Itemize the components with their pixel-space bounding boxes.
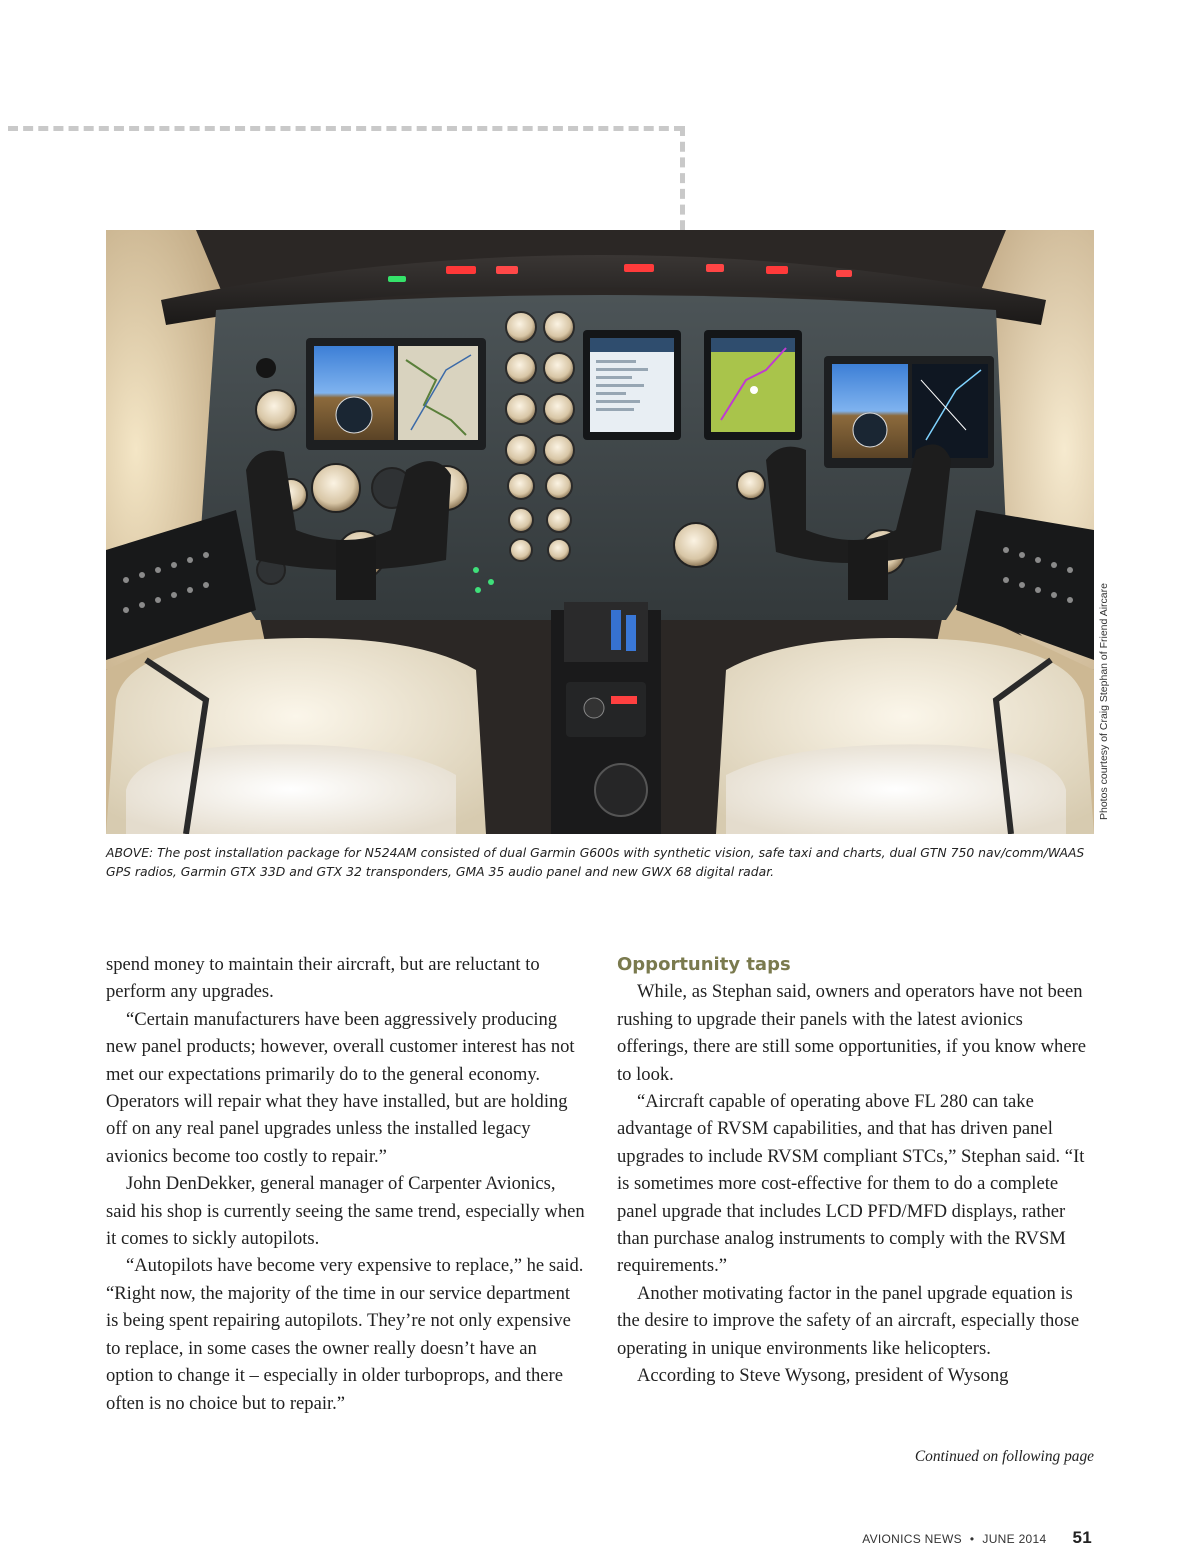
right-paragraph-3: Another motivating factor in the panel upgrade equation is the desire to improve the safety of an aircraft, especially those operating in unique environments like helicopters. (617, 1282, 1080, 1359)
page-number: 51 (1072, 1528, 1092, 1547)
page-footer (862, 1528, 1092, 1548)
right-column (617, 951, 1095, 1390)
left-paragraph-3: John DenDekker, general manager of Carpenter Avionics, said his shop is currently seeing the same trend, especially when it comes to sickly autopilots. (106, 1173, 585, 1250)
continued-note: Continued on following page (914, 1448, 1094, 1465)
cockpit-photo (106, 230, 1094, 834)
photo-credit: Photos courtesy of Craig Stephan of Friend Aircare (1098, 583, 1110, 820)
right-paragraph-2: “Aircraft capable of operating above FL 280 can take advantage of RVSM capabilities, and that has driven panel upgrades to include RVSM compliant STCs,” Stephan said. “It is sometimes more cost-effective for them to do a complete panel upgrade that includes LCD PFD/MFD displays, rather than purchase analog instruments to comply with the RVSM requirements.” (617, 1091, 1085, 1277)
left-paragraph-4: “Autopilots have become very expensive to replace,” he said. “Right now, the majority of the time in our service department is being spent repairing autopilots. They’re not only expensive to replace, in some cases the owner really doesn’t have an option to change it – especially in older turboprops, and there often is no choice but to repair.” (106, 1255, 584, 1414)
left-paragraph-1: spend money to maintain their aircraft, but are reluctant to perform any upgrades. (106, 954, 540, 1003)
left-paragraph-2: “Certain manufacturers have been aggressively producing new panel products; however, overall customer interest has not met our expectations primarily do to the general economy. Operators will repair what they have installed, but are holding off on any real panel upgrades unless the installed legacy avionics become too costly to repair.” (106, 1008, 575, 1167)
left-column (106, 951, 586, 1417)
section-heading: Opportunity taps (617, 954, 791, 975)
publication-name: AVIONICS NEWS (862, 1532, 962, 1546)
photo-caption: ABOVE: The post installation package for N524AM consisted of dual Garmin G600s with synthetic vision, safe taxi and charts, dual GTN 750 nav/comm/WAAS GPS radios, Garmin GTX 33D and GTX 32 transponders, GMA 35 audio panel and new GWX 68 digital radar. (106, 845, 1085, 879)
footer-separator: • (969, 1532, 975, 1546)
decorative-dashed-frame-side (680, 126, 685, 246)
issue-date: JUNE 2014 (982, 1532, 1047, 1546)
right-paragraph-4: According to Steve Wysong, president of Wysong (637, 1365, 1009, 1387)
right-paragraph-1: While, as Stephan said, owners and operators have not been rushing to upgrade their panels with the latest avionics offerings, there are still some opportunities, if you know where to look. (617, 981, 1087, 1085)
decorative-dashed-frame-top (8, 126, 684, 131)
